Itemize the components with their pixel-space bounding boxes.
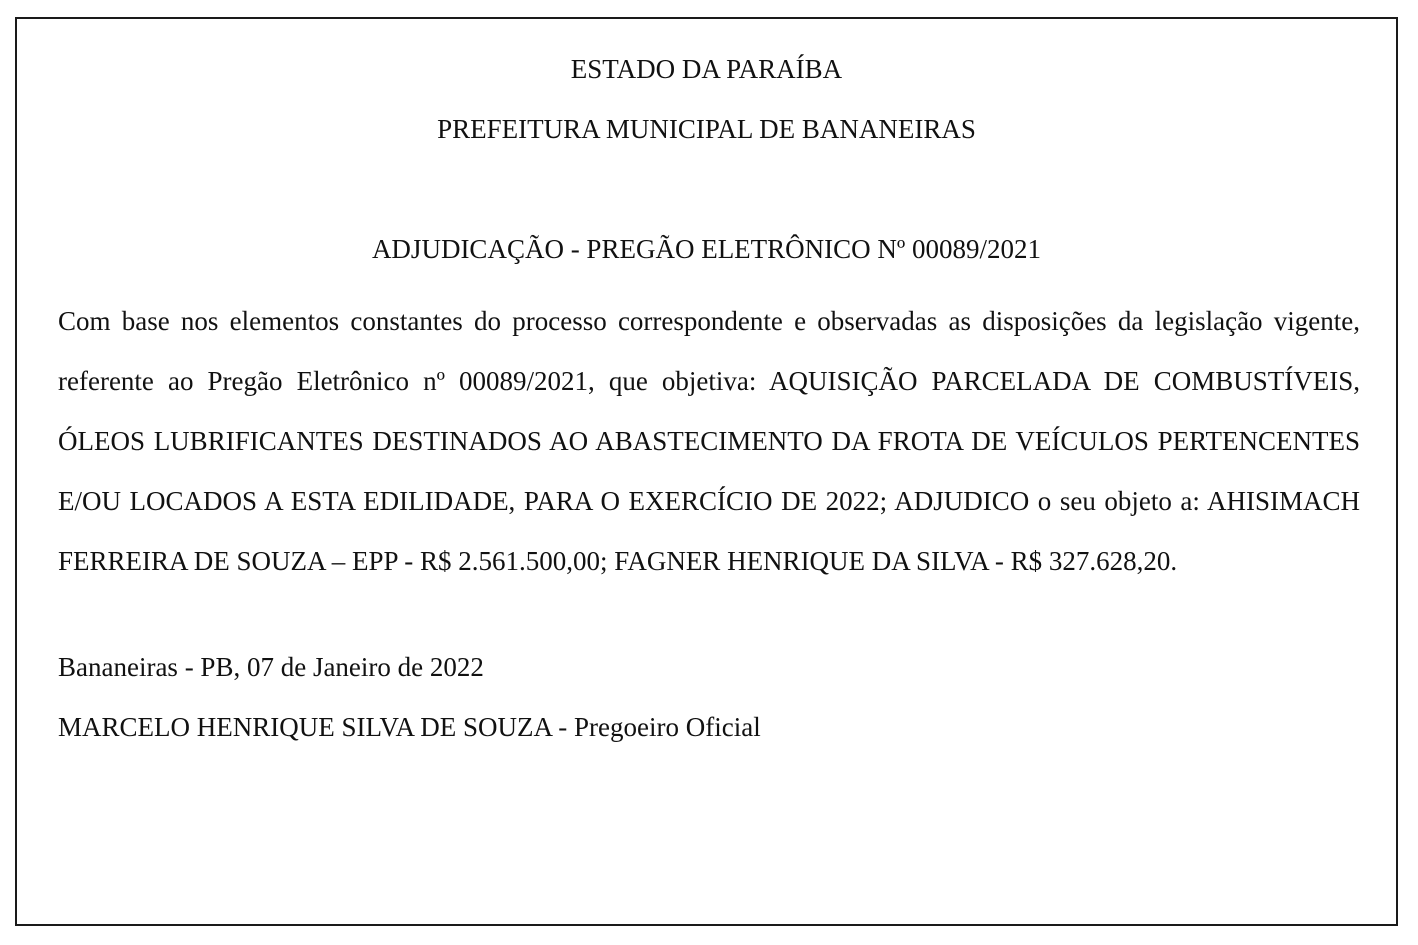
notice-body: Com base nos elementos constantes do processo correspondente e observadas as disposições da legislação vigente, referente ao Pregão Eletrônico nº 00089/2021, que objetiva: AQUISIÇÃO PARCELADA DE COMBUSTÍVEIS, ÓLEOS LUBRIFICANTES DESTINADOS AO ABASTECIMENTO DA FROTA DE VEÍCULOS PERTENCENTES E/OU LOCADOS A ESTA EDILIDADE, PARA O EXERCÍCIO DE 2022; ADJUDICO o seu objeto a: AHISIMACH FERREIRA DE SOUZA – EPP - R$ 2.561.500,00; FAGNER HENRIQUE DA SILVA - R$ 327.628,20. [58,306,1360,576]
state-heading: ESTADO DA PARAÍBA [570,54,843,84]
signature-line: MARCELO HENRIQUE SILVA DE SOUZA - Pregoeiro Oficial [58,712,761,742]
municipality-heading: PREFEITURA MUNICIPAL DE BANANEIRAS [437,114,976,144]
document-frame [15,17,1398,926]
notice-title: ADJUDICAÇÃO - PREGÃO ELETRÔNICO Nº 00089/2021 [371,234,1042,264]
place-date: Bananeiras - PB, 07 de Janeiro de 2022 [58,652,484,682]
